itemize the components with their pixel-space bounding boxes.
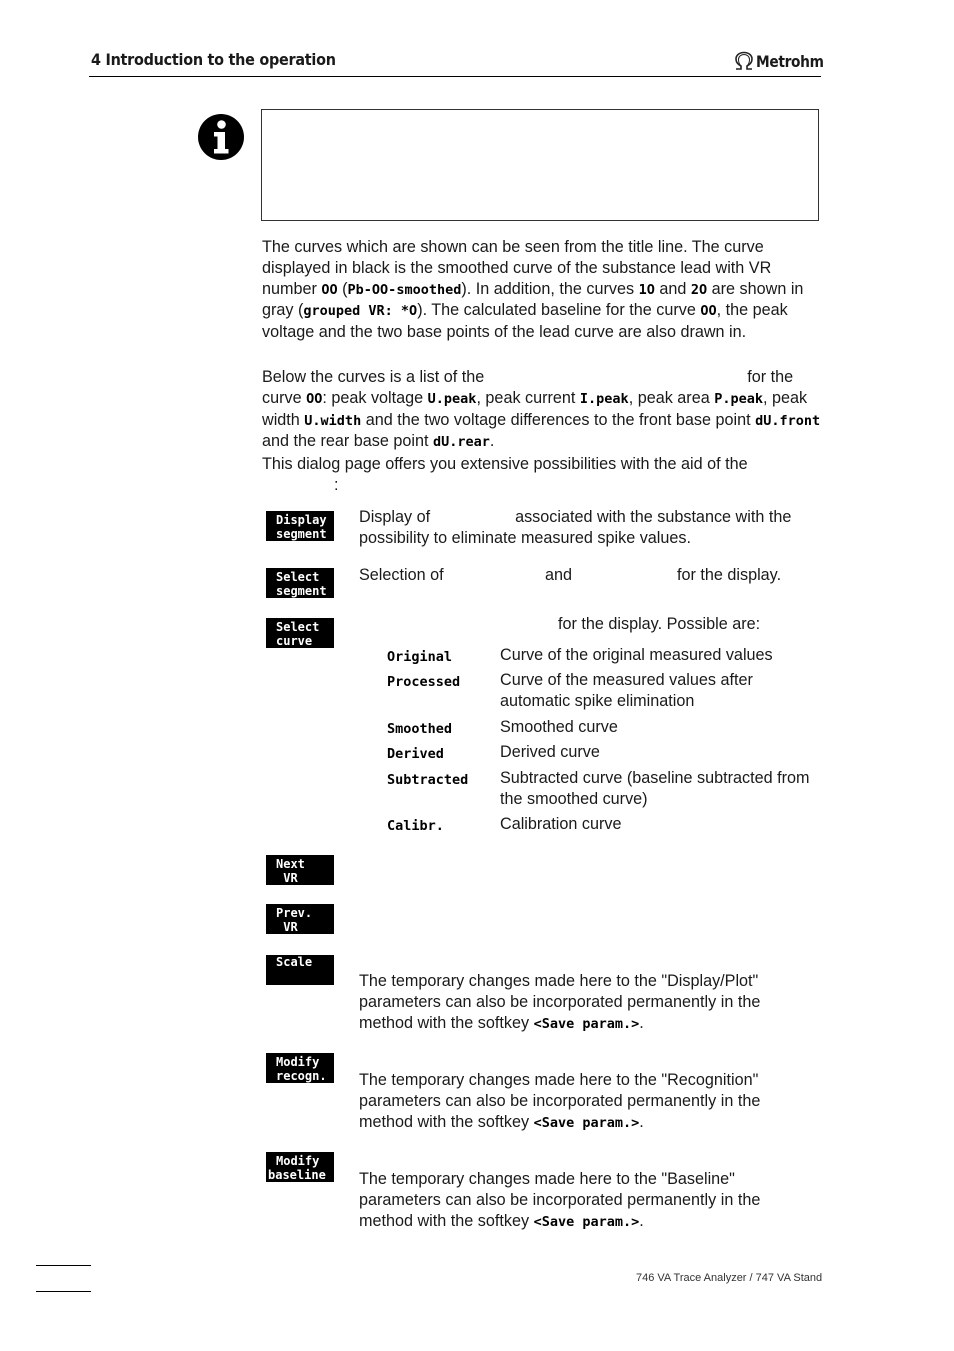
intro-paragraph-curves: The curves which are shown can be seen from the title line. The curve displayed in black is the smoothed curve of the substance lead with VR number OO (Pb-OO-smoothed). In addition, the curves 1O and 2O are shown in gray (grouped VR: *O). The calculated baseline for the curve OO, the peak voltage and the two base points of the lead curve are also drawn in. [262, 238, 804, 342]
select-segment-softkey[interactable]: Select segment [266, 568, 334, 598]
metrohm-omega-logo-icon [733, 51, 755, 71]
next-vr-softkey[interactable]: Next VR [266, 855, 334, 885]
curve-option-description: Curve of the original measured values [500, 646, 773, 664]
footer-rule-bottom [36, 1291, 91, 1292]
note-box [261, 109, 819, 221]
curve-option-name: Calibr. [387, 818, 444, 834]
brand-name: Metrohm [756, 51, 824, 71]
curve-option-name: Subtracted [387, 772, 469, 788]
intro-paragraph-dialog: This dialog page offers you extensive possibilities with the aid of the : [262, 455, 748, 494]
modify-baseline-softkey[interactable]: Modify baseline [266, 1152, 334, 1182]
scale-softkey[interactable]: Scale [266, 955, 334, 985]
select-curve-description: for the display. Possible are: [558, 615, 761, 633]
footer-rule-top [36, 1265, 91, 1266]
curve-option-description: Smoothed curve [500, 718, 618, 736]
brand-logo [733, 50, 835, 72]
curve-option-name: Smoothed [387, 721, 453, 737]
chapter-title: 4 Introduction to the operation [91, 50, 336, 69]
curve-option-name: Processed [387, 674, 461, 690]
curve-option-description: Curve of the measured values after automatic spike elimination [500, 671, 753, 710]
modify-baseline-description: The temporary changes made here to the "Baseline" parameters can also be incorporated permanently in the method with the softkey <Save param.>. [359, 1170, 761, 1230]
curve-option-description: Subtracted curve (baseline subtracted from the smoothed curve) [500, 769, 810, 808]
curve-option-description: Calibration curve [500, 815, 622, 833]
display-segment-description: Display of associated with the substance with the possibility to eliminate measured spike values. [359, 508, 792, 547]
prev-vr-softkey[interactable]: Prev. VR [266, 904, 334, 934]
intro-paragraph-list: Below the curves is a list of the for the curve OO: peak voltage U.peak, peak current I.peak, peak area P.peak, peak width U.width and the two voltage differences to the front base point dU.front and the rear base point dU.rear. [262, 368, 821, 451]
curve-option-name: Original [387, 649, 453, 665]
curve-option-description: Derived curve [500, 743, 600, 761]
modify-recogn-description: The temporary changes made here to the "Recognition" parameters can also be incorporated permanently in the method with the softkey <Save param.>. [359, 1071, 761, 1131]
footer-product: 746 VA Trace Analyzer / 747 VA Stand [636, 1272, 823, 1284]
header-rule [89, 76, 821, 77]
curve-option-name: Derived [387, 746, 444, 762]
info-icon [197, 113, 245, 161]
select-curve-softkey[interactable]: Select curve [266, 618, 334, 648]
modify-recogn-softkey[interactable]: Modify recogn. [266, 1053, 334, 1083]
display-segment-softkey[interactable]: Display segment [266, 511, 334, 541]
scale-description: The temporary changes made here to the "Display/Plot" parameters can also be incorporated permanently in the method with the softkey <Save param.>. [359, 972, 761, 1032]
